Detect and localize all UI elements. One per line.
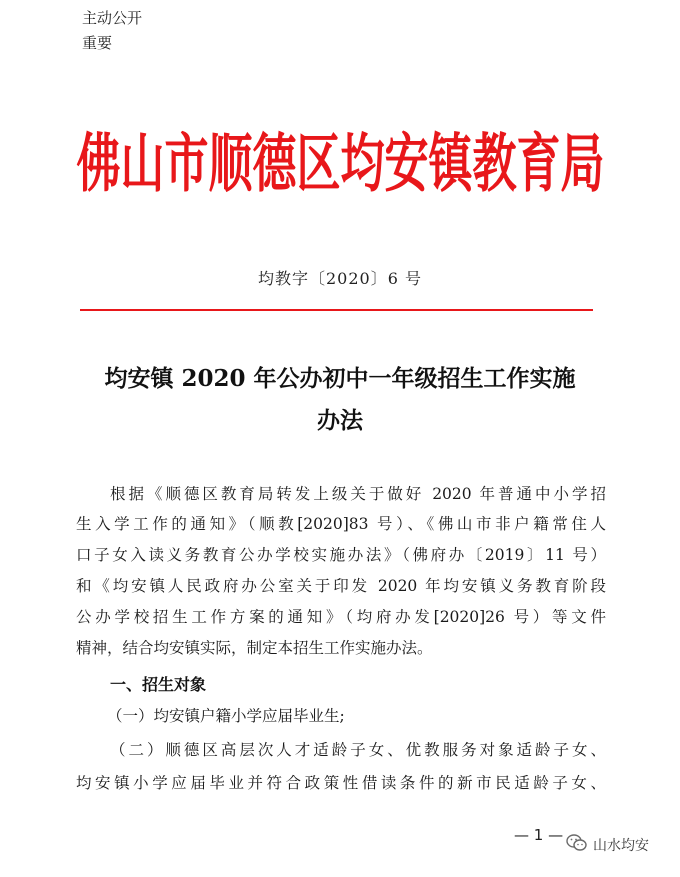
disclosure-label: 主动公开 — [82, 9, 143, 27]
list-item-text: （一）均安镇户籍小学应届毕业生; — [107, 707, 345, 725]
watermark-text: 山水均安 — [593, 838, 649, 854]
document-title-line2: 办法 — [317, 407, 363, 434]
issuer-header-title: 佛山市顺德区均安镇教育局 — [76, 127, 605, 202]
list-item — [76, 735, 606, 765]
intro-line-text: 根据《顺德区教育局转发上级关于做好 2020 年普通中小学招 — [107, 485, 606, 503]
page-number: — 1 — — [514, 826, 564, 844]
list-item-continuation: 均安镇小学应届毕业并符合政策性借读条件的新市民适龄子女、 — [76, 774, 606, 792]
intro-line: 口子女入读义务教育公办学校实施办法》（佛府办〔2019〕11 号） — [76, 546, 606, 564]
intro-line: 精神，结合均安镇实际，制定本招生工作实施办法。 — [76, 639, 433, 657]
document-number: 均教字〔2020〕6 号 — [258, 269, 422, 288]
wechat-icon — [566, 834, 588, 856]
intro-line: 公办学校招生工作方案的通知》（均府办发[2020]26 号）等文件 — [76, 608, 606, 626]
section-heading-enrollment-targets: 一、招生对象 — [110, 675, 207, 694]
intro-line: 和《均安镇人民政府办公室关于印发 2020 年均安镇义务教育阶段 — [76, 577, 606, 595]
watermark — [566, 834, 649, 856]
list-item — [76, 701, 606, 731]
priority-label: 重要 — [82, 34, 113, 52]
intro-line: 生入学工作的通知》（顺教[2020]83 号）、《佛山市非户籍常住人 — [76, 515, 606, 533]
intro-line — [76, 479, 606, 509]
document-title-line1: 均安镇 2020 年公办初中一年级招生工作实施 — [104, 365, 576, 392]
list-item-text: （二）顺德区高层次人才适龄子女、优教服务对象适龄子女、 — [107, 741, 606, 759]
red-divider-line — [80, 309, 593, 311]
